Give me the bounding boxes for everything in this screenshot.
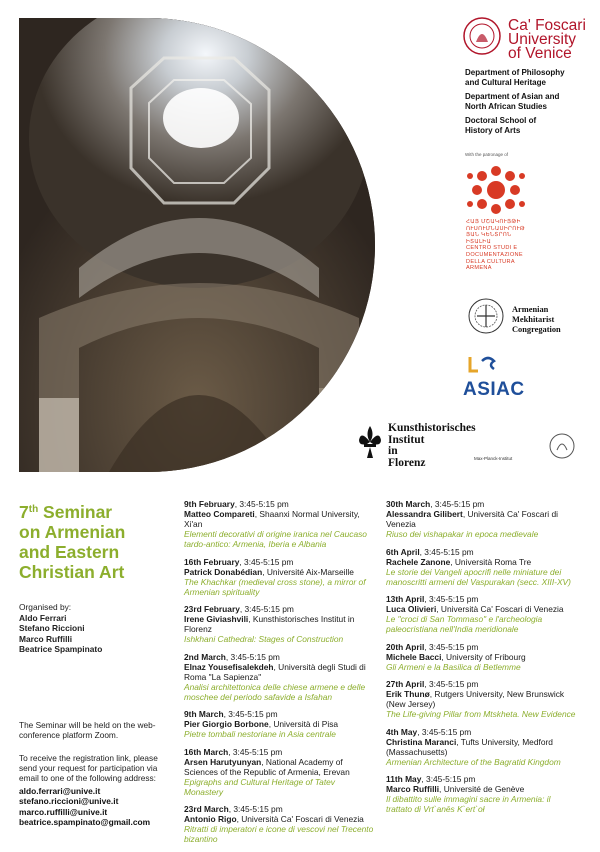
fleur-de-lis-icon <box>357 424 383 460</box>
event-item: 9th February, 3:45-5:15 pm Matteo Compareti, Shaanxi Normal University, Xi'an Elementi decorativi di origine iranica nel Caucaso tardo-antico: Armenia, Iberia e Albania <box>184 499 367 549</box>
email-list <box>19 786 150 827</box>
event-item: 30th March, 3:45-5:15 pm Alessandra Gilibert, Università Ca' Foscari di Venezia Riuso dei vishapakar in epoca medievale <box>386 499 558 539</box>
patronage-label: With the patronage of <box>465 152 509 157</box>
zoom-info: The Seminar will be held on the web-conference platform Zoom. <box>19 720 156 740</box>
doctoral-school: Doctoral School of History of Arts <box>465 116 537 135</box>
mekhitarist-text: Armenian Mekhitarist Congregation <box>512 305 561 334</box>
asiac-text: ASIAC <box>463 379 525 400</box>
csa-logo-icon <box>466 163 526 217</box>
mekhitarist-emblem-icon <box>466 297 506 335</box>
mpg-emblem-icon <box>548 432 576 460</box>
organiser-name: Beatrice Spampinato <box>19 644 103 654</box>
event-item: 2nd March, 3:45-5:15 pm Elnaz Yousefisalekdeh, Università degli Studi di Roma "La Sapienza" Analisi architettonica delle chiese armene e delle moschee del periodo safavide a Isfahan <box>184 651 366 702</box>
seminar-title: 7th Seminar on Armenian and Eastern Christian Art <box>19 502 126 582</box>
schedule-column-2 <box>386 499 576 822</box>
cafoscari-name: Ca' Foscari University of Venice <box>508 17 586 62</box>
event-item: 16th February, 3:45-5:15 pm Patrick Donabédian, Université Aix-Marseille The Khachkar (medieval cross stone), a mirror of Armenian spirituality <box>184 556 366 597</box>
event-item: 27th April, 3:45-5:15 pm Erik Thunø, Rutgers University, New Brunswick (New Jersey) The Life-giving Pillar from Mtskheta. New Evidence <box>386 679 576 719</box>
csa-text: ՀԱՅ ՄՇԱԿՈՒՅԹԻ ՈՒՍՈՒՄՆԱՍԻՐՈՒԹ ՅԱՆ ԿԵՆՏՐՈՆ ԻՏԱԼԻԱ CENTRO STUDI E DOCUMENTAZIONE DELLA CULTURA ARMENA <box>466 219 526 272</box>
event-item: 23rd February, 3:45-5:15 pm Irene Giviashvili, Kunsthistorisches Institut in Florenz Ishkhani Cathedral: Stages of Construction <box>184 604 355 644</box>
dept-asian: Department of Asian and North African Studies <box>465 92 560 111</box>
event-item: 23rd March, 3:45-5:15 pm Antonio Rigo, Università Ca' Foscari di Venezia Ritratti di imperatori e icone di vescovi nel Trecento bizantino <box>184 804 374 844</box>
organisers-block: Organised by: Aldo Ferrari Stefano Riccioni Marco Ruffilli Beatrice Spampinato <box>19 602 103 654</box>
event-item: 20th April, 3:45-5:15 pm Michele Bacci, University of Fribourg Gli Armeni e la Basilica di Betlemme <box>386 641 526 672</box>
event-item: 9th March, 3:45-5:15 pm Pier Giorgio Borbone, Università di Pisa Pietre tombali nestoriane in Asia centrale <box>184 709 339 739</box>
organiser-name: Marco Ruffilli <box>19 633 73 644</box>
dome-photo <box>19 18 375 472</box>
event-item: 11th May, 3:45-5:15 pm Marco Ruffilli, Université de Genève Il dibattito sulle immagini sacre in Armenia: il trattato di Vrt`anēs K`ert`oł <box>386 774 551 814</box>
email-link[interactable]: aldo.ferrari@unive.it <box>19 786 101 796</box>
organiser-name: Stefano Riccioni <box>19 623 85 633</box>
mpi-text: Max-Planck-Institut <box>474 456 513 461</box>
schedule-column-1 <box>184 499 374 852</box>
email-link[interactable]: beatrice.spampinato@gmail.com <box>19 816 151 827</box>
dept-philosophy: Department of Philosophy and Cultural Heritage <box>465 68 565 87</box>
dome-illustration <box>19 18 375 472</box>
event-item: 4th May, 3:45-5:15 pm Christina Maranci, Tufts University, Medford (Massachusetts) Armenian Architecture of the Bagratid Kingdom <box>386 726 561 767</box>
email-link[interactable]: marco.ruffilli@unive.it <box>19 806 108 817</box>
event-item: 16th March, 3:45-5:15 pm Arsen Harutyunyan, National Academy of Sciences of the Republic of Armenia, Erevan Epigraphs and Cultural Heritage of Tatev Monastery <box>184 746 350 797</box>
registration-info: To receive the registration link, please send your request for participation via email to one of the following address: <box>19 753 158 783</box>
event-item: 13th April, 3:45-5:15 pm Luca Olivieri, Università Ca' Foscari di Venezia Le "croci di San Tommaso" e l'archeologia paleocristiana nell'India meridionale <box>386 594 564 634</box>
asiac-emblem-icon <box>464 355 500 377</box>
cafoscari-seal-icon <box>462 16 502 56</box>
khi-text: Kunsthistorisches Institut in Florenz <box>388 422 476 469</box>
email-link[interactable]: stefano.riccioni@unive.it <box>19 796 119 807</box>
organiser-name: Aldo Ferrari <box>19 612 67 623</box>
event-item: 6th April, 3:45-5:15 pm Rachele Zanone, Università Roma Tre Le storie dei Vangeli apocrifi nelle miniature dei manoscritti armeni del Vaspurakan (secc. XIII-XV) <box>386 546 571 587</box>
